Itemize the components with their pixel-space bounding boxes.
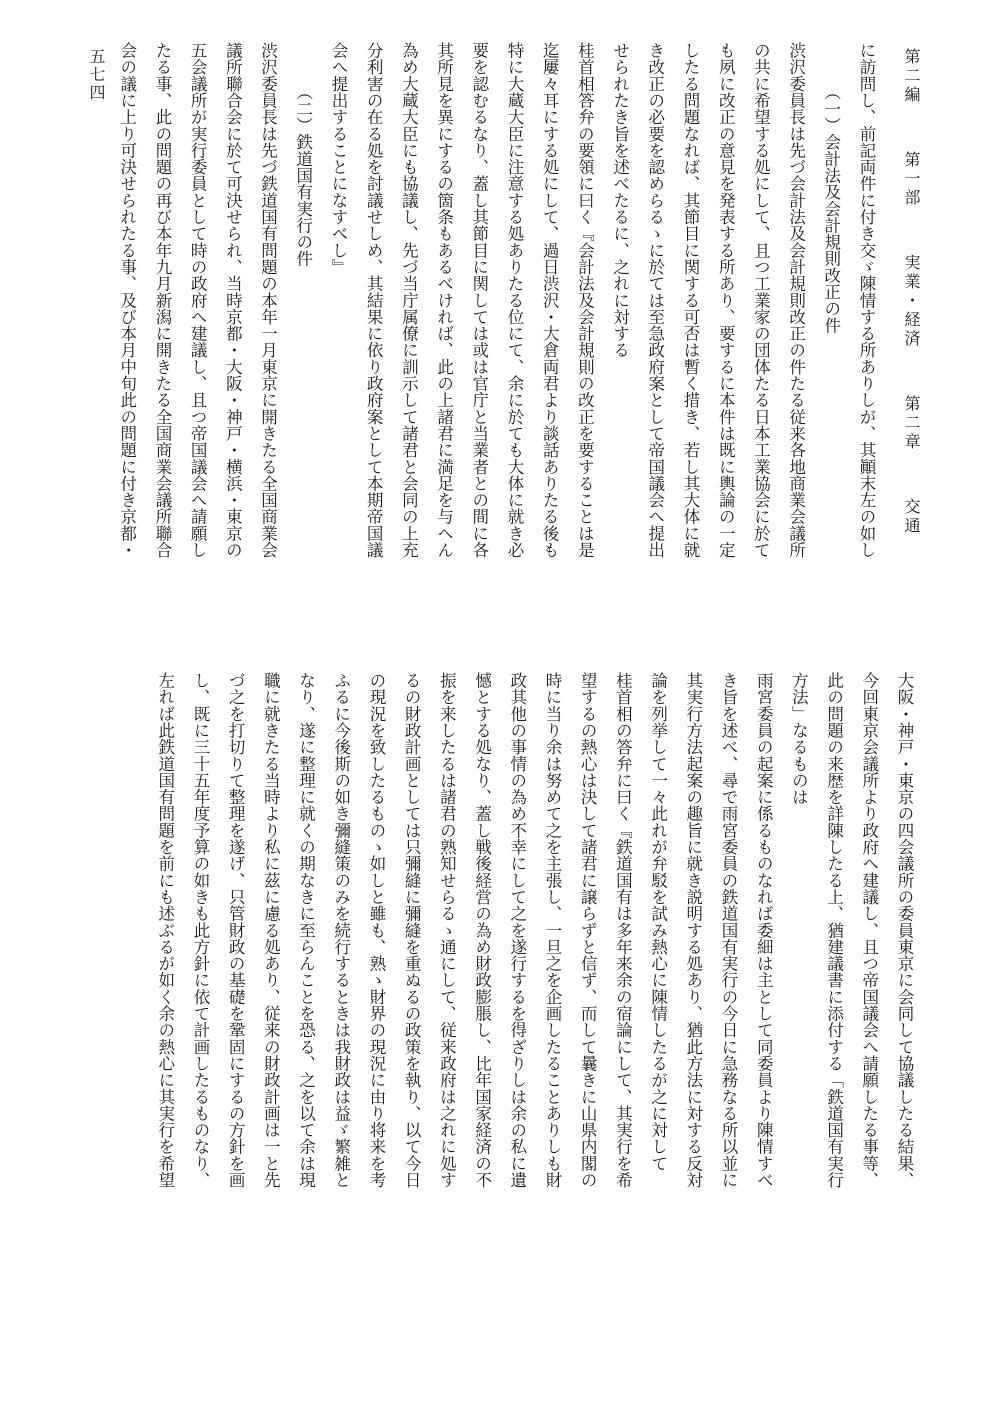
text-line: 方法」なるものは (789, 672, 809, 806)
text-line: も夙に改正の意見を発表する所あり、要するに本件は既に輿論の一定 (716, 42, 736, 559)
text-line: 特に大蔵大臣に注意する処ありたる位にて、余に於ても大体に就き必 (504, 42, 524, 559)
text-line: せられたき旨を述べたるに、之れに対する (610, 42, 630, 359)
text-line: 望するの熱心は決して諸君に譲らずと信ず、而して曩きに山県内閣の (578, 672, 598, 1189)
text-line: 五会議所が実行委員として時の政府へ建議し、且つ帝国議会へ請願し (188, 42, 208, 559)
page-number: 五七四 (87, 48, 106, 102)
text-line: 大阪・神戸・東京の四会議所の委員東京に会同して協議したる結果、 (895, 672, 914, 1189)
text-line: 為め大蔵大臣にも協議し、先づ当庁属僚に訓示して諸君と会同の上充 (399, 42, 419, 559)
text-line: の現況を致したるものゝ如しと雖も、熟ゝ財界の現況に由り将来を考 (366, 672, 386, 1189)
text-line: に訪問し、前記両件に付き交ゞ陳情する所ありしが、其顚末左の如し (857, 42, 876, 559)
text-line: 雨宮委員の起案に係るものなれば委細は主として同委員より陳情すべ (754, 672, 774, 1189)
text-line: したる問題なれば、其節目に関する可否は暫く措き、若し其大体に就 (680, 42, 700, 559)
text-line: き旨を述べ、尋で雨宮委員の鉄道国有実行の今日に急務なる所以並に (718, 672, 738, 1189)
text-line: 憾とする処なり、蓋し戦後経営の為め財政膨脹し、比年国家経済の不 (472, 672, 492, 1189)
text-line: 桂首相答弁の要領に曰く『会計法及会計規則の改正を要することは是 (575, 42, 595, 559)
text-line: 渋沢委員長は先づ鉄道国有問題の本年一月東京に開きたる全国商業会 (258, 42, 278, 559)
text-line: 迄屢々耳にする処にして、過日渋沢・大倉両君より談話ありたる後も (540, 42, 560, 559)
text-line: 時に当り余は努めて之を主張し、一旦之を企画したることありしも財 (542, 672, 562, 1189)
text-line: 左れば此鉄道国有問題を前にも述ぶるが如く余の熱心に其実行を希望 (155, 672, 175, 1189)
text-line: き改正の必要を認めらるゝに於ては至急政府案として帝国議会へ提出 (645, 42, 665, 559)
header-topic: 交通 (902, 498, 921, 536)
text-line: るの財政計画としては只彌縫に彌縫を重ぬるの政策を執り、以て今日 (402, 672, 422, 1189)
lower-text-block (82, 672, 922, 1312)
running-header (898, 48, 924, 648)
text-line: たる事、此の問題の再び本年九月新潟に開きたる全国商業会議所聯合 (152, 42, 172, 559)
upper-text-block (84, 42, 884, 642)
text-line: 会へ提出することになすべし』 (328, 42, 348, 276)
text-line: なり、遂に整理に就くの期なきに至らんことを恐る、之を以て余は現 (296, 672, 316, 1189)
text-line: 議所聯合会に於て可決せられ、当時京都・大阪・神戸・横浜・東京の (223, 42, 243, 559)
text-line: 職に就きたる当時より私に茲に慮る処あり、従来の財政計画は一と先 (261, 672, 281, 1189)
text-line: 政其他の事情の為め不幸にして之を遂行するを得ざりしは余の私に遺 (507, 672, 527, 1189)
text-line: 要を認むるなり、蓋し其節目に関しては或は官庁と当業者との間に各 (469, 42, 489, 559)
header-section: 第一部 (902, 151, 921, 208)
text-line: 此の問題の来歴を詳陳したる上、猶建議書に添付する「鉄道国有実行 (824, 672, 844, 1189)
text-line: 今回東京会議所より政府へ建議し、且つ帝国議会へ請願したる事等、 (859, 672, 879, 1189)
text-line: 論を列挙して一々此れが弁駁を試み熱心に陳情したるが之に対して (648, 672, 668, 1172)
text-line: 渋沢委員長は先づ会計法及会計規則改正の件たる従来各地商業会議所 (786, 42, 806, 559)
text-line: ふるに今後斯の如き彌縫策のみを続行するときは我財政は益ゞ繁雑と (331, 672, 351, 1189)
text-line: 会の議に上り可決せられたる事、及び本月中旬此の問題に付き京都・ (117, 42, 137, 559)
text-line: （一）会計法及会計規則改正の件 (821, 42, 841, 334)
header-part: 第二編 (902, 48, 921, 105)
text-line: 振を来したるは諸君の熟知せらるゝ通にして、従来政府は之れに処す (437, 672, 457, 1189)
text-line: 其実行方法起案の趣旨に就き説明する処あり、猶此方法に対する反対 (683, 672, 703, 1189)
header-category: 実業・経済 (902, 254, 921, 349)
text-line: し、既に三十五年度予算の如きも此方針に依て計画したるものなり、 (190, 672, 210, 1189)
text-line: 桂首相の答弁に曰く『鉄道国有は多年来余の宿論にして、其実行を希 (613, 672, 633, 1189)
text-line: の共に希望する処にして、且つ工業家の団体たる日本工業協会に於て (751, 42, 771, 559)
header-chapter: 第二章 (902, 395, 921, 452)
text-line: づ之を打切りて整理を遂げ、只管財政の基礎を鞏固にするの方針を画 (226, 672, 246, 1189)
text-line: 其所見を異にするの箇条もあるべければ、此の上諸君に満足を与へん (434, 42, 454, 559)
text-line: 分利害の在る処を討議せしめ、其結果に依り政府案として本期帝国議 (364, 42, 384, 559)
text-line: （二）鉄道国有実行の件 (293, 42, 313, 267)
